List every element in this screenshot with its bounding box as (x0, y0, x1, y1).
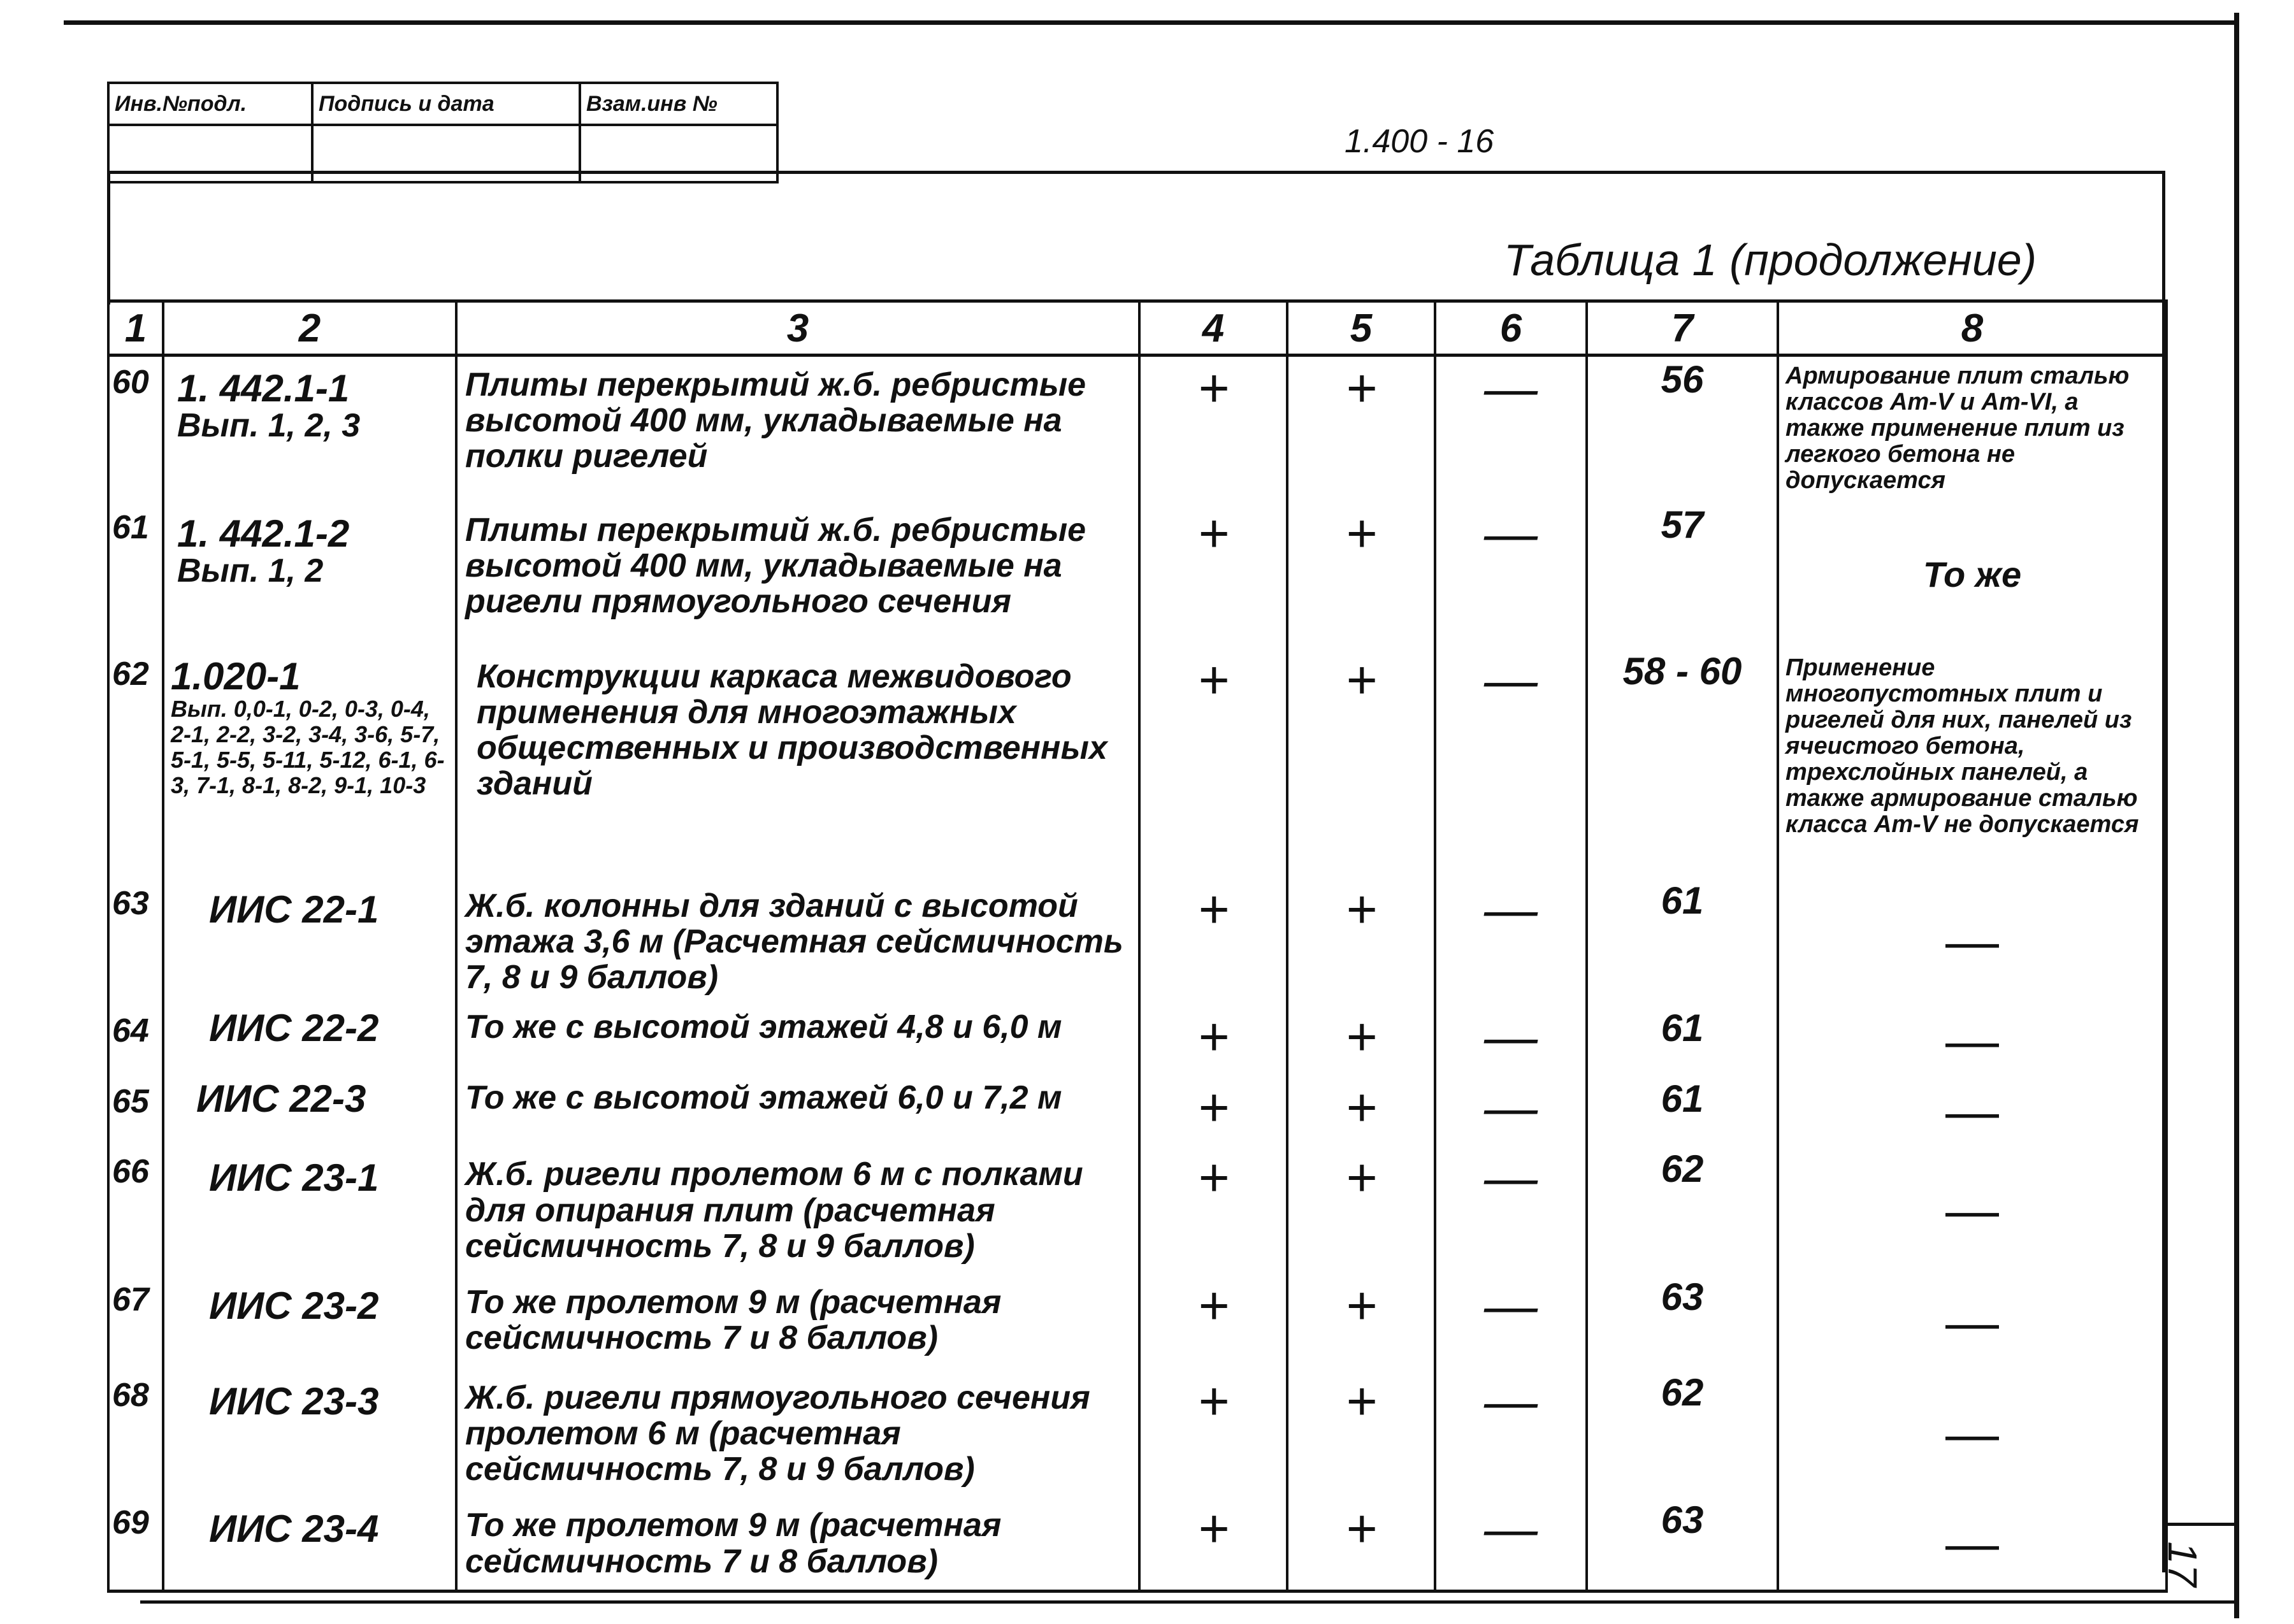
col6-mark: — (1435, 1076, 1587, 1147)
col6-mark: — (1435, 1146, 1587, 1274)
code-main: 1. 442.1-1 (177, 367, 350, 410)
sheet-reference: 56 (1587, 356, 1778, 502)
col6-mark: — (1435, 356, 1587, 502)
bottom-border-line (140, 1600, 2237, 1604)
table-row (108, 1370, 2167, 1497)
top-border-line (64, 20, 2237, 25)
main-table (107, 299, 2168, 1593)
note: — (1778, 878, 2167, 1005)
code-issue: Вып. 0,0-1, 0-2, 0-3, 0-4, 2-1, 2-2, 3-2, 3-4, 3-6, 5-7, 5-1, 5-5, 5-11, 5-12, 6-1, 6-3, 7-1, 8-1, 8-2, 9-1, 10-3 (171, 695, 445, 799)
col5-mark: + (1287, 1274, 1435, 1370)
table-row (108, 1076, 2167, 1147)
column-header-2: 2 (163, 301, 456, 356)
sheet-reference: 63 (1587, 1497, 1778, 1591)
col5-mark: + (1287, 878, 1435, 1005)
description: То же пролетом 9 м (расчетная сейсмичность 7 и 8 баллов) (456, 1497, 1139, 1591)
column-header-6: 6 (1435, 301, 1587, 356)
col4-mark: + (1139, 356, 1287, 502)
description: То же пролетом 9 м (расчетная сейсмичность 7 и 8 баллов) (456, 1274, 1139, 1370)
stamp-cell-replacement (580, 125, 777, 182)
sheet-reference: 61 (1587, 1076, 1778, 1147)
sheet-reference: 57 (1587, 502, 1778, 649)
header-row (108, 301, 2167, 356)
code-main: ИИС 22-2 (209, 1006, 379, 1049)
table-row (108, 1497, 2167, 1591)
table-row (108, 502, 2167, 649)
note: — (1778, 1497, 2167, 1591)
col4-mark: + (1139, 1274, 1287, 1370)
col4-mark: + (1139, 502, 1287, 649)
col6-mark: — (1435, 1497, 1587, 1591)
document-code (163, 649, 456, 878)
title-area-left-line (107, 171, 110, 305)
column-header-7: 7 (1587, 301, 1778, 356)
col4-mark: + (1139, 1076, 1287, 1147)
document-code (163, 1076, 456, 1147)
document-code (163, 1497, 456, 1591)
note: — (1778, 1370, 2167, 1497)
column-header-5: 5 (1287, 301, 1435, 356)
code-main: 1.020-1 (171, 654, 301, 698)
sheet-reference: 62 (1587, 1146, 1778, 1274)
col6-mark: — (1435, 649, 1587, 878)
stamp-header-replacement: Взам.инв № (580, 83, 777, 125)
col4-mark: + (1139, 1005, 1287, 1076)
description: Конструкции каркаса межвидового применения для многоэтажных общественных и производственных зданий (456, 649, 1139, 878)
stamp-header-inventory: Инв.№подл. (108, 83, 312, 125)
col5-mark: + (1287, 1005, 1435, 1076)
code-main: ИИС 22-3 (196, 1077, 366, 1120)
description: Ж.б. ригели пролетом 6 м с полками для опирания плит (расчетная сейсмичность 7, 8 и 9 баллов) (456, 1146, 1139, 1274)
row-number: 61 (108, 502, 163, 649)
table-row (108, 1146, 2167, 1274)
col6-mark: — (1435, 1274, 1587, 1370)
col5-mark: + (1287, 356, 1435, 502)
table-row (108, 649, 2167, 878)
table-row (108, 1005, 2167, 1076)
col5-mark: + (1287, 649, 1435, 878)
description: То же с высотой этажей 6,0 и 7,2 м (456, 1076, 1139, 1147)
col5-mark: + (1287, 502, 1435, 649)
stamp-header-signature: Подпись и дата (312, 83, 580, 125)
sheet-reference: 63 (1587, 1274, 1778, 1370)
code-main: ИИС 23-3 (209, 1379, 379, 1423)
approval-stamp (107, 82, 779, 183)
col4-mark: + (1139, 1146, 1287, 1274)
sheet-reference: 58 - 60 (1587, 649, 1778, 878)
note: — (1778, 1005, 2167, 1076)
col4-mark: + (1139, 878, 1287, 1005)
code-issue: Вып. 1, 2 (177, 552, 324, 589)
note: Применение многопустотных плит и ригелей для них, панелей из ячеистого бетона, трехслойных панелей, а также армирование сталью класса Ат-V не допускается (1778, 649, 2167, 878)
row-number: 68 (108, 1370, 163, 1497)
stamp-cell-signature (312, 125, 580, 182)
document-code (163, 1146, 456, 1274)
table-row (108, 356, 2167, 502)
code-main: ИИС 23-2 (209, 1284, 379, 1327)
description: Ж.б. ригели прямоугольного сечения пролетом 6 м (расчетная сейсмичность 7, 8 и 9 баллов) (456, 1370, 1139, 1497)
sheet-reference: 62 (1587, 1370, 1778, 1497)
code-main: ИИС 23-1 (209, 1156, 379, 1200)
page-number: 17 (2160, 1541, 2205, 1587)
note: То же (1778, 502, 2167, 649)
column-header-3: 3 (456, 301, 1139, 356)
document-code (163, 1274, 456, 1370)
col6-mark: — (1435, 878, 1587, 1005)
col6-mark: — (1435, 1370, 1587, 1497)
code-issue: Вып. 1, 2, 3 (177, 407, 361, 444)
col5-mark: + (1287, 1146, 1435, 1274)
col6-mark: — (1435, 502, 1587, 649)
table-row (108, 1274, 2167, 1370)
sheet-reference: 61 (1587, 878, 1778, 1005)
row-number: 69 (108, 1497, 163, 1591)
page-number-box-line (2162, 1523, 2237, 1526)
code-main: ИИС 23-4 (209, 1507, 379, 1551)
description: Ж.б. колонны для зданий с высотой этажа 3,6 м (Расчетная сейсмичность 7, 8 и 9 баллов) (456, 878, 1139, 1005)
col4-mark: + (1139, 1497, 1287, 1591)
col4-mark: + (1139, 1370, 1287, 1497)
table-caption: Таблица 1 (продолжение) (1504, 235, 2037, 285)
note: — (1778, 1076, 2167, 1147)
row-number: 64 (108, 1005, 163, 1076)
description: Плиты перекрытий ж.б. ребристые высотой 400 мм, укладываемые на ригели прямоугольного сечения (456, 502, 1139, 649)
column-header-8: 8 (1778, 301, 2167, 356)
document-number: 1.400 - 16 (1345, 123, 1494, 160)
description: То же с высотой этажей 4,8 и 6,0 м (456, 1005, 1139, 1076)
stamp-cell-inventory (108, 125, 312, 182)
note: — (1778, 1274, 2167, 1370)
document-code (163, 878, 456, 1005)
col4-mark: + (1139, 649, 1287, 878)
row-number: 62 (108, 649, 163, 878)
right-border-line (2234, 13, 2239, 1618)
row-number: 63 (108, 878, 163, 1005)
document-code (163, 1370, 456, 1497)
col5-mark: + (1287, 1370, 1435, 1497)
col5-mark: + (1287, 1497, 1435, 1591)
description: Плиты перекрытий ж.б. ребристые высотой 400 мм, укладываемые на полки ригелей (456, 356, 1139, 502)
document-code (163, 356, 456, 502)
note: — (1778, 1146, 2167, 1274)
column-header-4: 4 (1139, 301, 1287, 356)
row-number: 65 (108, 1076, 163, 1147)
row-number: 60 (108, 356, 163, 502)
note: Армирование плит сталью классов Ат-V и Ат-VI, а также применение плит из легкого бетона не допускается (1778, 356, 2167, 502)
row-number: 67 (108, 1274, 163, 1370)
code-main: 1. 442.1-2 (177, 512, 350, 555)
table-row (108, 878, 2167, 1005)
row-number: 66 (108, 1146, 163, 1274)
sheet-reference: 61 (1587, 1005, 1778, 1076)
col5-mark: + (1287, 1076, 1435, 1147)
col6-mark: — (1435, 1005, 1587, 1076)
code-main: ИИС 22-1 (209, 887, 379, 931)
document-code (163, 1005, 456, 1076)
column-header-1: 1 (108, 301, 163, 356)
document-code (163, 502, 456, 649)
